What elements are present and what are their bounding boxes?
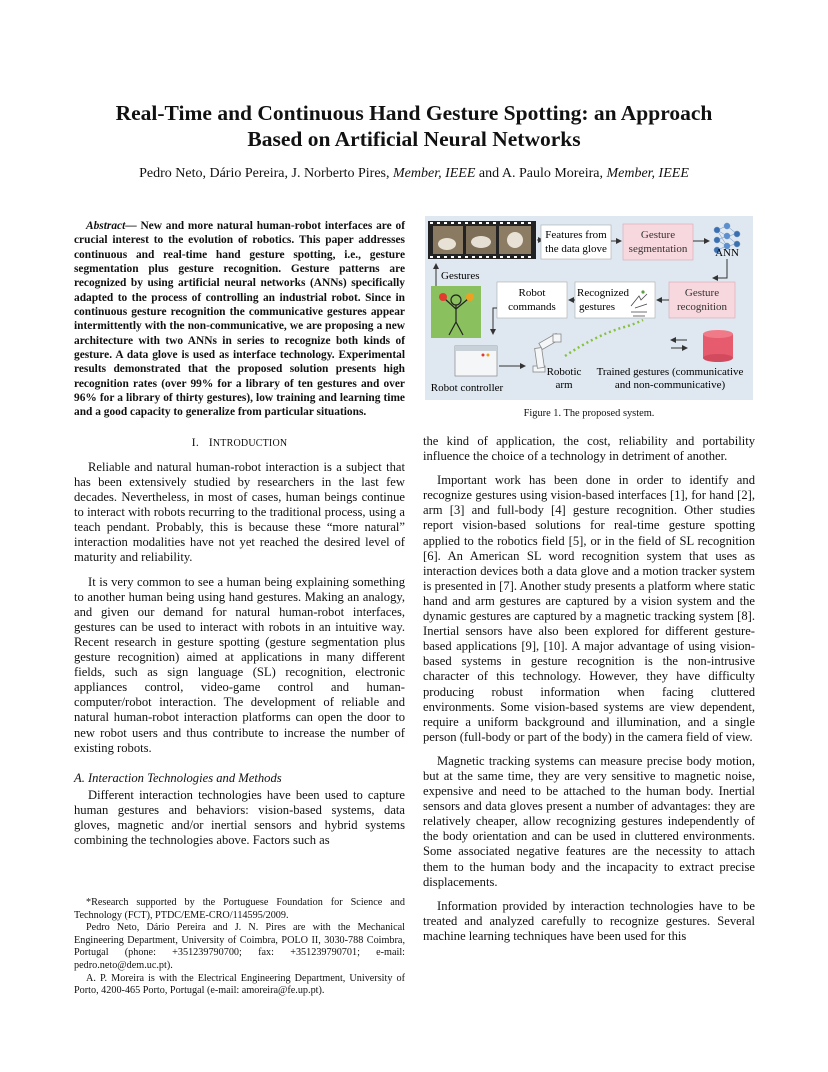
right-paragraph-3: Information provided by interaction technologies have to be treated and analyzed carefully to recognize gestures. Several machine learning techniques have been used for this xyxy=(423,898,755,943)
subsection-paragraph-1: Different interaction technologies have been used to capture human gestures and behaviors: vision-based systems, data gloves, magnetic and/or inertial sensors and hybrid systems combining the technologies above. Factors such as xyxy=(74,787,405,848)
recognized-gestures-label-1: Recognized xyxy=(577,287,629,299)
subsection-heading: A. Interaction Technologies and Methods xyxy=(74,770,282,785)
robot-commands-label-2: commands xyxy=(508,301,556,313)
section-heading-introduction xyxy=(74,435,405,451)
robot-arm-trajectory xyxy=(565,320,643,356)
title-line-1: Real-Time and Continuous Hand Gesture Spotting: an Approach xyxy=(115,101,713,125)
abstract-label: Abstract xyxy=(86,220,126,232)
figure-caption: Figure 1. The proposed system. xyxy=(523,408,655,419)
footnote-affiliation-2: A. P. Moreira is with the Electrical Engineering Department, University of Porto, 4200-465 Porto, Portugal (e-mail: amoreira@fe.up.pt). xyxy=(74,972,405,997)
gesture-recognition-label-1: Gesture xyxy=(684,287,720,299)
robot-controller-label: Robot controller xyxy=(430,382,504,394)
robot-commands-label-1: Robot xyxy=(518,287,546,299)
author-membership-1: Member, IEEE xyxy=(393,166,476,181)
paper-title xyxy=(60,100,768,152)
author-membership-2: Member, IEEE xyxy=(606,166,689,181)
film-strip-icon xyxy=(428,221,536,259)
abstract-text: — New and more natural human-robot interfaces are of crucial interest to the evolution of robotics. This paper addresses continuous and real-time hand gesture spotting, i.e., gesture segmentation plus gesture recognition. Gesture patterns are recognized by using artificial neural networks (ANNs) specifically adapted to the process of controlling an industrial robot. Since in continuous gesture recognition the communicative gestures appear intermittently with the non-communicative, we are proposing a new architecture with two ANNs in series to recognize both kinds of gesture. A data glove is used as interface technology. Experimental results demonstrated that the proposed solution presents high recognition rates (over 99% for a library of ten gestures and over 96% for a library of thirty gestures), low training and learning time and a good capacity to generalize from particular situations. xyxy=(74,220,405,419)
author-names-1: Pedro Neto, Dário Pereira, J. Norberto Pires, xyxy=(139,166,393,181)
abstract xyxy=(74,219,405,420)
intro-paragraph-1: Reliable and natural human-robot interaction is a subject that has been extensively studied by researchers in the last few decades. Nevertheless, in most of cases, human beings continue to interact with robots recurring to the traditional process, using a teach pendant. Probably, this is because these “more natural” interaction modalities have not yet reached the desired level of maturity and reliability. xyxy=(74,459,405,565)
footnote-affiliation-1: Pedro Neto, Dário Pereira and J. N. Pires are with the Mechanical Engineering Department, University of Coimbra, POLO II, 3030-788 Coimbra, Portugal (phone: +351239790700; fax: +351239790701; e-mail: pedro.neto@dem.uc.pt). xyxy=(74,922,405,971)
trained-gestures-label-2: and non-communicative) xyxy=(614,379,726,391)
left-column xyxy=(74,219,405,857)
system-diagram xyxy=(425,216,753,400)
ann-label: ANN xyxy=(715,247,739,259)
robot-controller-icon xyxy=(455,346,497,376)
system-figure xyxy=(425,216,753,400)
section-title-rest: NTRODUCTION xyxy=(212,437,288,449)
gesture-segmentation-label-2: segmentation xyxy=(628,243,688,255)
right-paragraph-0: the kind of application, the cost, reliability and portability influence the choice of a technology in detriment of another. xyxy=(423,434,755,464)
section-initial: I xyxy=(208,434,213,449)
robotic-arm-label-2: arm xyxy=(555,379,573,391)
human-figure-icon xyxy=(431,286,481,338)
features-label-1: Features from xyxy=(545,229,607,241)
gesture-recognition-label-2: recognition xyxy=(676,301,728,313)
footnote-funding: *Research supported by the Portuguese Foundation for Science and Technology (FCT), PTDC/EME-CRO/114595/2009. xyxy=(74,897,405,921)
right-paragraph-1: Important work has been done in order to identify and recognize gestures using vision-based interfaces [1], for hand [2], arm [3] and full-body [4] gesture recognition. Other studies report vision-based solutions for real-time gesture spotting applied to the robotics field [5], or in the field of SL recognition [6]. An American SL word recognition system that uses as interaction devices both a data glove and a motion tracker system is presented in [7]. Another study presents a platform where static hand and arm gestures are captured by a vision system and the dynamic gestures are captured by a magnetic tracking system [8]. Inertial sensors have also been explored for different gesture-based applications [9], [10]. A major advantage of using vision-based systems in gesture recognition is the non-intrusive character of this technology. However, they have difficulty producing robust information when facing cluttered environments. Some vision-based systems are view dependent, require a uniform background and illumination, and a single person (full-body or part of the body) in the camera field of view. xyxy=(423,473,755,744)
section-number: I. xyxy=(191,434,200,449)
trained-gestures-label-1: Trained gestures (communicative xyxy=(596,366,744,378)
authors-line xyxy=(40,165,788,183)
recognized-gestures-label-2: gestures xyxy=(578,301,616,313)
robotic-arm-label-1: Robotic xyxy=(546,366,582,378)
gesture-segmentation-label-1: Gesture xyxy=(640,229,676,241)
right-paragraph-2: Magnetic tracking systems can measure precise body motion, but at the same time, they are very sensitive to magnetic noise, expensive and need to be attached to the human body. Inertial sensors and data gloves present a number of advantages: they are relatively cheaper, allow recognizing gestures independently of the body orientation and can be used in cluttered environments. Some associated negative features are the necessity to attach them to the human body and the incapacity to extract precise displacements. xyxy=(423,753,755,889)
features-label-2: the data glove xyxy=(545,243,607,255)
intro-paragraph-2: It is very common to see a human being explaining something to another human being using hand gestures. Making an analogy, and given our demand for natural human-robot interfaces, gestures can be used to interact with robots in an intuitive way. Recent research in gesture spotting (gesture segmentation plus gesture recognition) aimed at applications in many different fields, such as sign language (SL) recognition, electronic appliances control, video-game control and human-computer/robot interaction. The development of reliable and natural human-robot interaction platforms can open the door to new robot users and thus contribute to increase the number of existing robots. xyxy=(74,574,405,755)
author-names-2: and A. Paulo Moreira, xyxy=(475,166,607,181)
gestures-label: Gestures xyxy=(441,270,480,282)
right-column xyxy=(423,434,755,953)
database-icon xyxy=(703,330,733,362)
title-line-2: Based on Artificial Neural Networks xyxy=(247,127,581,151)
footnotes xyxy=(74,897,405,998)
